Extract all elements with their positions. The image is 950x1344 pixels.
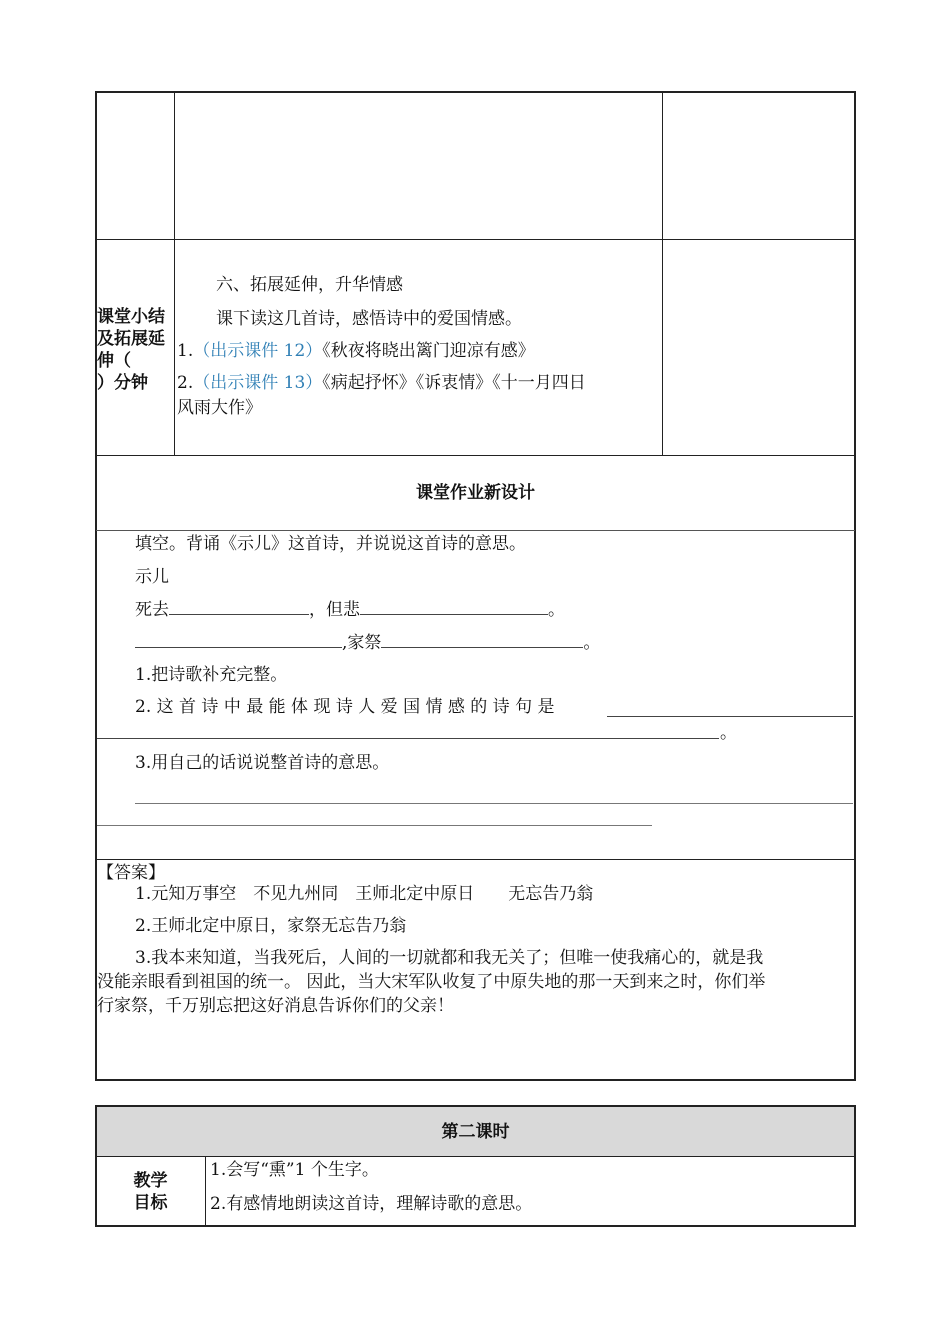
blank-2[interactable] [360, 598, 548, 615]
answer-line-1[interactable] [135, 803, 853, 804]
summary-item-2 [177, 372, 586, 394]
summary-item-1-num: 1. [177, 341, 194, 361]
summary-label-line-3: 伸（ [97, 351, 131, 371]
summary-item-1-text: 《秋夜将晓出篱门迎凉有感》 [322, 341, 535, 361]
answer-3-line-1: 3.我本来知道，当我死后，人间的一切就都和我无关了；但唯一使我痛心的，就是我 [135, 948, 764, 968]
question-2-end: 。 [720, 723, 737, 743]
goal-1: 1.会写“熏”1 个生字。 [210, 1160, 379, 1180]
answer-line-2[interactable] [97, 825, 652, 826]
row-divider-3 [96, 530, 855, 531]
second-lesson-divider [96, 1156, 855, 1157]
answer-label: 【答案】 [97, 863, 165, 883]
second-lesson-column-divider [205, 1157, 206, 1226]
summary-label-line-2: 及拓展延 [97, 329, 165, 349]
question-2-blank-b[interactable] [97, 722, 719, 739]
question-2-blank-a[interactable] [607, 700, 853, 717]
homework-instruction: 填空。背诵《示儿》这首诗，并说说这首诗的意思。 [135, 534, 526, 554]
answer-1: 1.元知万事空 不见九州同 王师北定中原日 无忘告乃翁 [135, 884, 594, 904]
summary-item-2-num: 2. [177, 373, 194, 393]
summary-heading: 六、拓展延伸，升华情感 [216, 275, 403, 295]
homework-title: 课堂作业新设计 [416, 483, 535, 503]
answer-3-line-3: 行家祭，千万别忘把这好消息告诉你们的父亲！ [97, 996, 454, 1016]
summary-item-2-text: 《病起抒怀》《诉衷情》《十一月四日 [322, 373, 586, 393]
courseware-13-link[interactable]: （出示课件 13） [193, 373, 323, 393]
summary-item-1 [177, 340, 535, 362]
poem-line-2-mid: ,家祭 [342, 633, 382, 653]
summary-label-line-4: ）分钟 [97, 373, 148, 393]
column-divider-2 [662, 92, 663, 455]
row-divider-2 [96, 455, 855, 456]
row-divider-4 [96, 859, 855, 860]
answer-2: 2.王师北定中原日，家祭无忘告乃翁 [135, 916, 407, 936]
poem-line-2 [135, 631, 600, 654]
poem-line-2-end: 。 [583, 633, 601, 653]
goal-2: 2.有感情地朗读这首诗，理解诗歌的意思。 [210, 1194, 533, 1214]
column-divider-1 [174, 92, 175, 455]
poem-line-1-mid: ，但悲 [309, 600, 360, 620]
goal-label-line-1: 教学 [133, 1171, 168, 1191]
poem-line-1-start: 死去 [135, 600, 169, 620]
question-1: 1.把诗歌补充完整。 [135, 665, 288, 685]
summary-label-line-1: 课堂小结 [97, 307, 165, 327]
goal-label-line-2: 目标 [133, 1193, 168, 1213]
poem-line-1-end: 。 [548, 600, 565, 620]
summary-item-2-continued: 风雨大作》 [177, 398, 262, 418]
blank-4[interactable] [381, 631, 583, 648]
summary-intro: 课下读这几首诗，感悟诗中的爱国情感。 [216, 309, 522, 329]
answer-3-line-2: 没能亲眼看到祖国的统一。 因此，当大宋军队收复了中原失地的那一天到来之时，你们举 [97, 972, 766, 992]
courseware-12-link[interactable]: （出示课件 12） [193, 341, 323, 361]
question-3: 3.用自己的话说说整首诗的意思。 [135, 753, 390, 773]
blank-1[interactable] [169, 598, 309, 615]
poem-title: 示儿 [135, 567, 169, 587]
blank-3[interactable] [135, 631, 342, 648]
question-2: 2. 这 首 诗 中 最 能 体 现 诗 人 爱 国 情 感 的 诗 句 是 [135, 697, 555, 717]
second-lesson-title: 第二课时 [441, 1122, 510, 1142]
row-divider-1 [96, 239, 855, 240]
poem-line-1 [135, 598, 565, 621]
